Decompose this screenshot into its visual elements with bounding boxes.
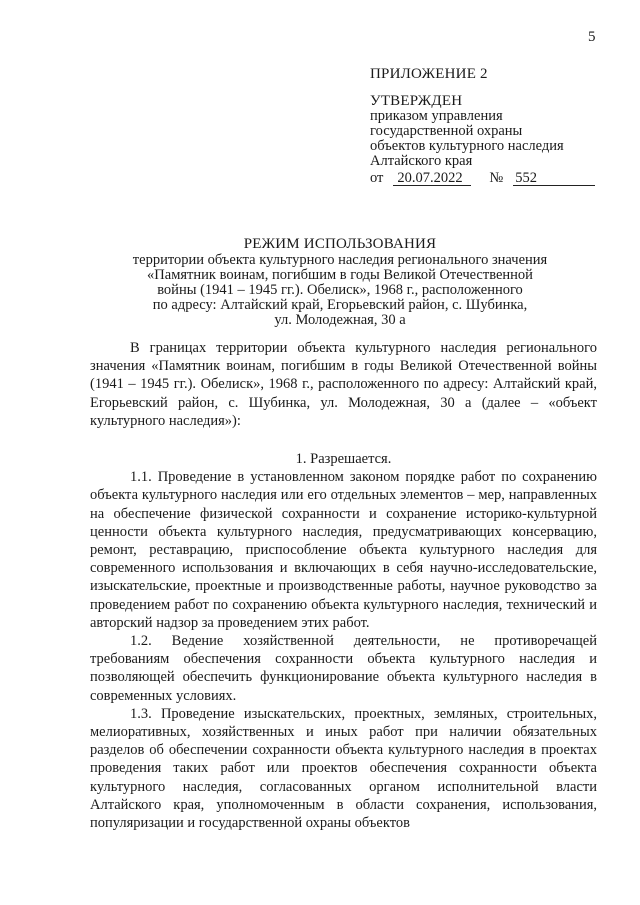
regime-title: РЕЖИМ ИСПОЛЬЗОВАНИЯ (243, 236, 437, 252)
regime-subtitle-line: по адресу: Алтайский край, Егорьевский район, с. Шубинка, (152, 297, 528, 313)
order-number: 552 (513, 171, 595, 186)
item-paragraph: 1.2. Ведение хозяйственной деятельности, не противоречащей требованиям обеспечения сохранности объекта культурного наследия и позволяющей обеспечить функционирование объекта культурного наследия в современных условиях. (90, 633, 597, 704)
order-date: 20.07.2022 (393, 171, 471, 186)
regime-heading-block (70, 237, 610, 328)
approval-block (370, 67, 620, 186)
appendix-heading: ПРИЛОЖЕНИЕ 2 (370, 66, 488, 82)
item-paragraph: 1.1. Проведение в установленном законом порядке работ по сохранению объекта культурного наследия или его отдельных элементов – мер, направленных на обеспечение физической сохранности и сохранение историко-культурной ценности объекта культурного наследия, предусматривающих консервацию, ремонт, реставрацию, приспособление объекта культурного наследия для современного использования и включающих в себя научно-исследовательские, изыскательские, проектные и производственные работы, научное руководство за проведением работ по сохранению объекта культурного наследия, технический и авторский надзор за проведением этих работ. (90, 469, 597, 631)
regime-subtitle-line: войны (1941 – 1945 гг.). Обелиск», 1968 г., расположенного (157, 282, 523, 298)
approved-label: УТВЕРЖДЕН (370, 93, 463, 109)
page-number: 5 (588, 29, 596, 45)
approval-line: государственной охраны (370, 123, 523, 139)
regime-subtitle-line: «Памятник воинам, погибшим в годы Великой Отечественной (147, 267, 533, 283)
approval-line: Алтайского края (370, 153, 473, 169)
section-title: 1. Разрешается. (295, 451, 392, 468)
intro-paragraph: В границах территории объекта культурного наследия регионального значения «Памятник воинам, погибшим в годы Великой Отечественной войны (1941 – 1945 гг.). Обелиск», 1968 г., расположенного по адресу: Алтайский край, Егорьевский район, с. Шубинка, ул. Молодежная, 30 а (далее – «объект культурного наследия»): (90, 340, 597, 429)
document-body (90, 339, 597, 832)
date-label: от (370, 170, 384, 186)
number-label: № (489, 170, 504, 186)
order-date-number (370, 171, 620, 186)
approval-line: приказом управления (370, 108, 503, 124)
regime-subtitle-line: территории объекта культурного наследия регионального значения (132, 252, 548, 268)
approval-line: объектов культурного наследия (370, 138, 564, 154)
regime-subtitle-line: ул. Молодежная, 30 а (274, 312, 406, 328)
item-paragraph: 1.3. Проведение изыскательских, проектных, земляных, строительных, мелиоративных, хозяйственных и иных работ при наличии обязательных разделов об обеспечении сохранности объекта культурного наследия в проектах проведения таких работ или проектов обеспечения сохранности объекта культурного наследия, согласованных органом исполнительной власти Алтайского края, уполномоченным в области сохранения, использования, популяризации и государственной охраны объектов (90, 705, 597, 832)
